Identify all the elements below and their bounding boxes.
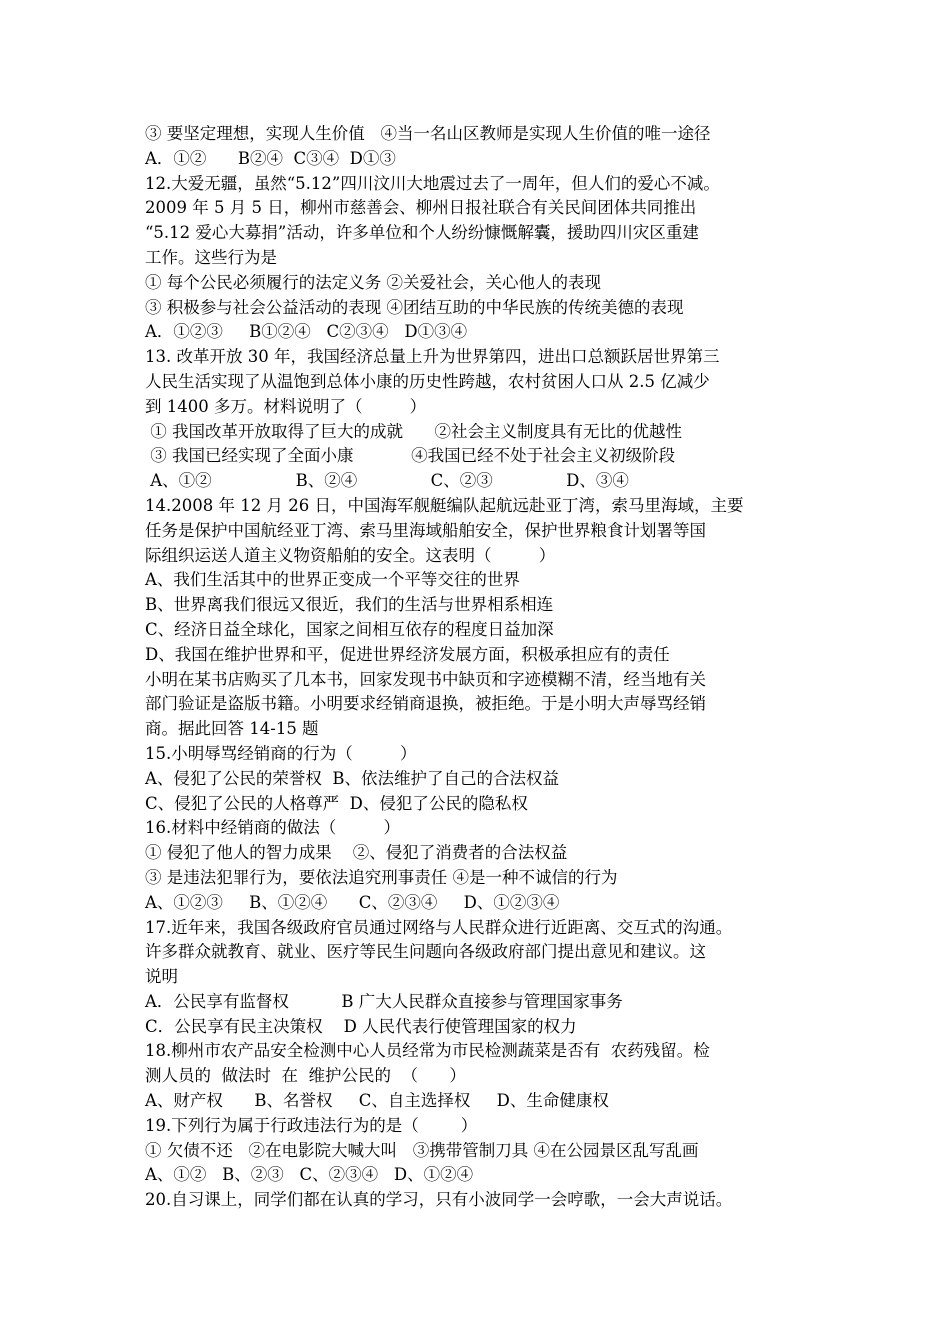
question-14-line: 14.2008 年 12 月 26 日，中国海军舰艇编队起航远赴亚丁湾，索马里海域，主要	[145, 495, 744, 515]
text-line: A、①② B、②③ C、②③④ D、①②④	[145, 1165, 474, 1185]
text-line: “5.12 爱心大募捐”活动，许多单位和个人纷纷慷慨解囊，援助四川灾区重建	[145, 223, 699, 243]
text-line: C．公民享有民主决策权 D 人民代表行使管理国家的权力	[145, 1016, 577, 1036]
text-line: 际组织运送人道主义物资船舶的安全。这表明（ ）	[145, 545, 556, 565]
text-line: 人民生活实现了从温饱到总体小康的历史性跨越，农村贫困人口从 2.5 亿减少	[145, 371, 710, 391]
passage-line: 商。据此回答 14-15 题	[145, 719, 319, 739]
passage-line: 小明在某书店购买了几本书，回家发现书中缺页和字迹模糊不清，经当地有关	[145, 669, 706, 689]
text-line: C、经济日益全球化，国家之间相互依存的程度日益加深	[145, 619, 554, 639]
text-line: A．①② B②④ C③④ D①③	[145, 148, 396, 168]
question-13-line: 13. 改革开放 30 年，我国经济总量上升为世界第四，进出口总额跃居世界第三	[145, 347, 720, 367]
text-line: ① 欠债不还 ②在电影院大喊大叫 ③携带管制刀具 ④在公园景区乱写乱画	[145, 1140, 699, 1160]
text-line: 测人员的 做法时 在 维护公民的 （ ）	[145, 1066, 466, 1086]
text-line: 工作。这些行为是	[145, 247, 277, 267]
text-line: 2009 年 5 月 5 日，柳州市慈善会、柳州日报社联合有关民间团体共同推出	[145, 198, 697, 218]
text-line: A、财产权 B、名誉权 C、自主选择权 D、生命健康权	[145, 1091, 609, 1111]
text-line: ① 我国改革开放取得了巨大的成就 ②社会主义制度具有无比的优越性	[145, 421, 682, 441]
question-15-line: 15.小明辱骂经销商的行为（ ）	[145, 743, 417, 763]
text-line: B、世界离我们很远又很近，我们的生活与世界相系相连	[145, 595, 554, 615]
question-17-line: 17.近年来，我国各级政府官员通过网络与人民群众进行近距离、交互式的沟通。	[145, 917, 733, 937]
text-line: ③ 积极参与社会公益活动的表现 ④团结互助的中华民族的传统美德的表现	[145, 297, 684, 317]
text-line: A、侵犯了公民的荣誉权 B、依法维护了自己的合法权益	[145, 768, 560, 788]
question-19-line: 19.下列行为属于行政违法行为的是（ ）	[145, 1115, 478, 1135]
text-line: 许多群众就教育、就业、医疗等民生问题向各级政府部门提出意见和建议。这	[145, 942, 706, 962]
exam-page-text	[145, 122, 835, 1213]
text-line: ③ 是违法犯罪行为，要依法追究刑事责任 ④是一种不诚信的行为	[145, 867, 618, 887]
text-line: C、侵犯了公民的人格尊严 D、侵犯了公民的隐私权	[145, 793, 528, 813]
text-line: ① 侵犯了他人的智力成果 ②、侵犯了消费者的合法权益	[145, 843, 568, 863]
text-line: ① 每个公民必须履行的法定义务 ②关爱社会，关心他人的表现	[145, 272, 601, 292]
text-line: A．①②③ B①②④ C②③④ D①③④	[145, 322, 468, 342]
question-20-line: 20.自习课上，同学们都在认真的学习，只有小波同学一会哼歌，一会大声说话。	[145, 1190, 733, 1210]
question-16-line: 16.材料中经销商的做法（ ）	[145, 818, 400, 838]
text-line: ③ 要坚定理想，实现人生价值 ④当一名山区教师是实现人生价值的唯一途径	[145, 124, 711, 143]
question-12-line: 12.大爱无疆，虽然“5.12”四川汶川大地震过去了一周年，但人们的爱心不减。	[145, 173, 720, 193]
text-line: ③ 我国已经实现了全面小康 ④我国已经不处于社会主义初级阶段	[145, 446, 676, 466]
text-line: 任务是保护中国航经亚丁湾、索马里海域船舶安全，保护世界粮食计划署等国	[145, 520, 706, 540]
text-line: A、①②③ B、①②④ C、②③④ D、①②③④	[145, 892, 560, 912]
text-line: 说明	[145, 967, 178, 987]
text-line: A．公民享有监督权 B 广大人民群众直接参与管理国家事务	[145, 991, 623, 1011]
text-line: A、我们生活其中的世界正变成一个平等交往的世界	[145, 570, 520, 590]
text-line: A、①② B、②④ C、②③ D、③④	[145, 471, 629, 491]
text-line: 到 1400 多万。材料说明了（ ）	[145, 396, 427, 416]
question-18-line: 18.柳州市农产品安全检测中心人员经常为市民检测蔬菜是否有 农药残留。检	[145, 1041, 710, 1061]
passage-line: 部门验证是盗版书籍。小明要求经销商退换，被拒绝。于是小明大声辱骂经销	[145, 694, 706, 714]
text-line: D、我国在维护世界和平，促进世界经济发展方面，积极承担应有的责任	[145, 644, 670, 664]
